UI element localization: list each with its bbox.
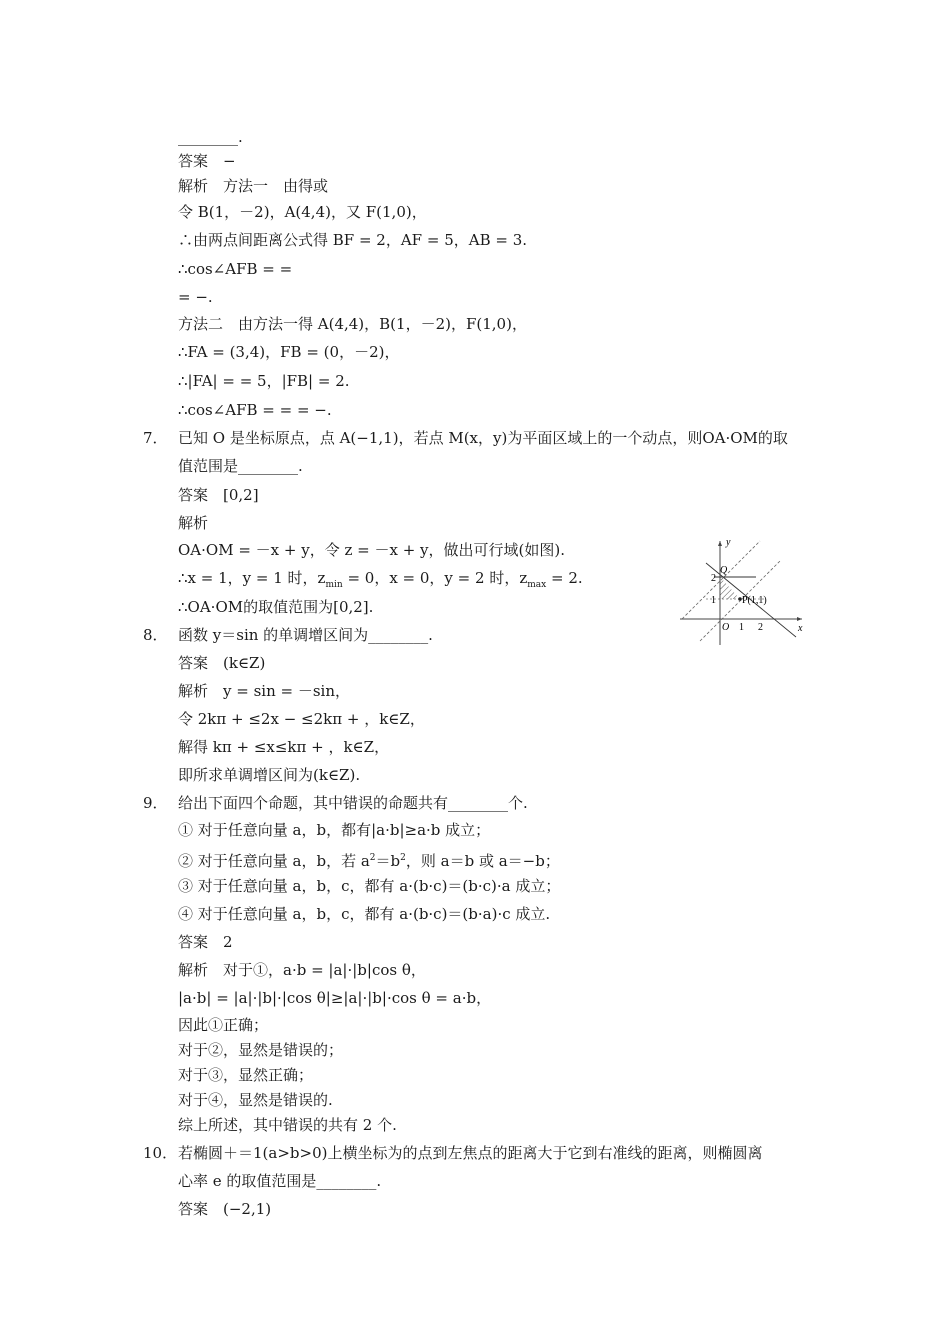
x-label: x <box>798 623 803 634</box>
q7-step-text: = 0，x = 0，y = 2 时，z <box>342 569 528 587</box>
q9-step: 对于④，显然是错误的. <box>178 1091 333 1109</box>
q10-question-cont: 心率 e 的取值范围是________. <box>178 1172 382 1190</box>
q9-number: 9． <box>143 794 168 812</box>
q7-question-cont: 值范围是________. <box>178 457 303 475</box>
q6-step: ∴FA = (3,4)，FB = (0，－2)， <box>178 343 400 361</box>
q6-step: ∴|FA| = = 5，|FB| = 2. <box>178 372 350 390</box>
q9-option-text: ② 对于任意向量 a，b，若 a <box>178 852 370 870</box>
p-label: P(1,1) <box>742 595 767 606</box>
q9-step: 对于②，显然是错误的； <box>178 1041 344 1059</box>
q7-step: ∴OA·OM的取值范围为[0,2]. <box>178 598 374 616</box>
q9-step: 因此①正确； <box>178 1016 269 1034</box>
x-tick-2: 2 <box>758 622 763 633</box>
q6-step: 令 B(1，－2)，A(4,4)，又 F(1,0)， <box>178 203 427 221</box>
origin-label: O <box>722 622 730 633</box>
q6-step: ∴cos∠AFB = = <box>178 260 293 278</box>
q7-question: 已知 O 是坐标原点，点 A(−1,1)，若点 M(x，y)为平面区域上的一个动点，则OA·OM的取 <box>178 429 788 447</box>
feasible-region-figure <box>676 537 808 649</box>
q9-option: ① 对于任意向量 a，b，都有|a·b|≥a·b 成立； <box>178 821 491 839</box>
q6-step: ∴由两点间距离公式得 BF = 2，AF = 5，AB = 3. <box>178 231 528 249</box>
q9-step: 解析 对于①，a·b = |a|·|b|cos θ， <box>178 961 426 979</box>
q9-option <box>178 847 560 872</box>
x-tick-1: 1 <box>739 622 744 633</box>
subscript-min: min <box>325 580 343 590</box>
q9-step: 综上所述，其中错误的共有 2 个. <box>178 1116 397 1134</box>
q8-question: 函数 y＝sin 的单调增区间为________. <box>178 626 433 644</box>
q7-step: OA·OM = －x + y，令 z = －x + y，做出可行域(如图). <box>178 541 565 559</box>
q8-step: 解析 y = sin = －sin， <box>178 682 350 700</box>
q7-analysis-heading: 解析 <box>178 514 209 532</box>
q9-question: 给出下面四个命题，其中错误的命题共有________个. <box>178 794 528 812</box>
dashed-line <box>682 541 760 619</box>
y-tick-1: 1 <box>711 595 716 606</box>
q9-step: 对于③，显然正确； <box>178 1066 314 1084</box>
y-tick-2: 2 <box>711 573 716 584</box>
q8-step: 解得 kπ + ≤x≤kπ + ，k∈Z， <box>178 738 390 756</box>
q-label: Q <box>720 565 728 576</box>
q9-option-text: ＝b <box>375 852 401 870</box>
subscript-max: max <box>527 580 547 590</box>
q9-option: ④ 对于任意向量 a，b，c，都有 a·(b·c)＝(b·a)·c 成立. <box>178 905 551 923</box>
q9-answer: 答案 2 <box>178 933 233 951</box>
q7-number: 7． <box>143 429 168 447</box>
q8-answer: 答案 (k∈Z) <box>178 654 266 672</box>
q8-step: 令 2kπ + ≤2x − ≤2kπ + ，k∈Z， <box>178 710 425 728</box>
q9-step: |a·b| = |a|·|b|·|cos θ|≥|a|·|b|·cos θ = a·b， <box>178 989 492 1007</box>
q6-answer: 答案 − <box>178 152 236 170</box>
q7-step-text: ∴x = 1，y = 1 时，z <box>178 569 326 587</box>
q7-step <box>178 567 583 596</box>
q8-number: 8． <box>143 626 168 644</box>
q10-number: 10． <box>143 1144 178 1162</box>
superscript: 2 <box>400 853 406 863</box>
q8-step: 即所求单调增区间为(k∈Z). <box>178 766 361 784</box>
superscript: 2 <box>369 853 376 863</box>
q6-analysis-heading: 解析 方法一 由得或 <box>178 177 329 195</box>
q7-answer: 答案 [0,2] <box>178 486 259 504</box>
q10-question: 若椭圆＋＝1(a>b>0)上横坐标为的点到左焦点的距离大于它到右准线的距离，则椭圆离 <box>178 1144 763 1162</box>
q9-option: ③ 对于任意向量 a，b，c，都有 a·(b·c)＝(b·c)·a 成立； <box>178 877 561 895</box>
y-axis-arrow-icon <box>718 541 722 546</box>
q10-answer: 答案 (−2,1) <box>178 1200 272 1218</box>
q6-step: = −. <box>178 288 213 306</box>
q7-step-text: = 2. <box>546 569 583 587</box>
q9-option-text: ，则 a＝b 或 a＝−b； <box>405 852 560 870</box>
blank-line: ________. <box>178 128 243 146</box>
q6-method2: 方法二 由方法一得 A(4,4)，B(1，－2)，F(1,0)， <box>178 315 527 333</box>
x-axis-arrow-icon <box>797 617 802 621</box>
q6-step: ∴cos∠AFB = = = −. <box>178 401 332 419</box>
y-label: y <box>726 537 731 548</box>
